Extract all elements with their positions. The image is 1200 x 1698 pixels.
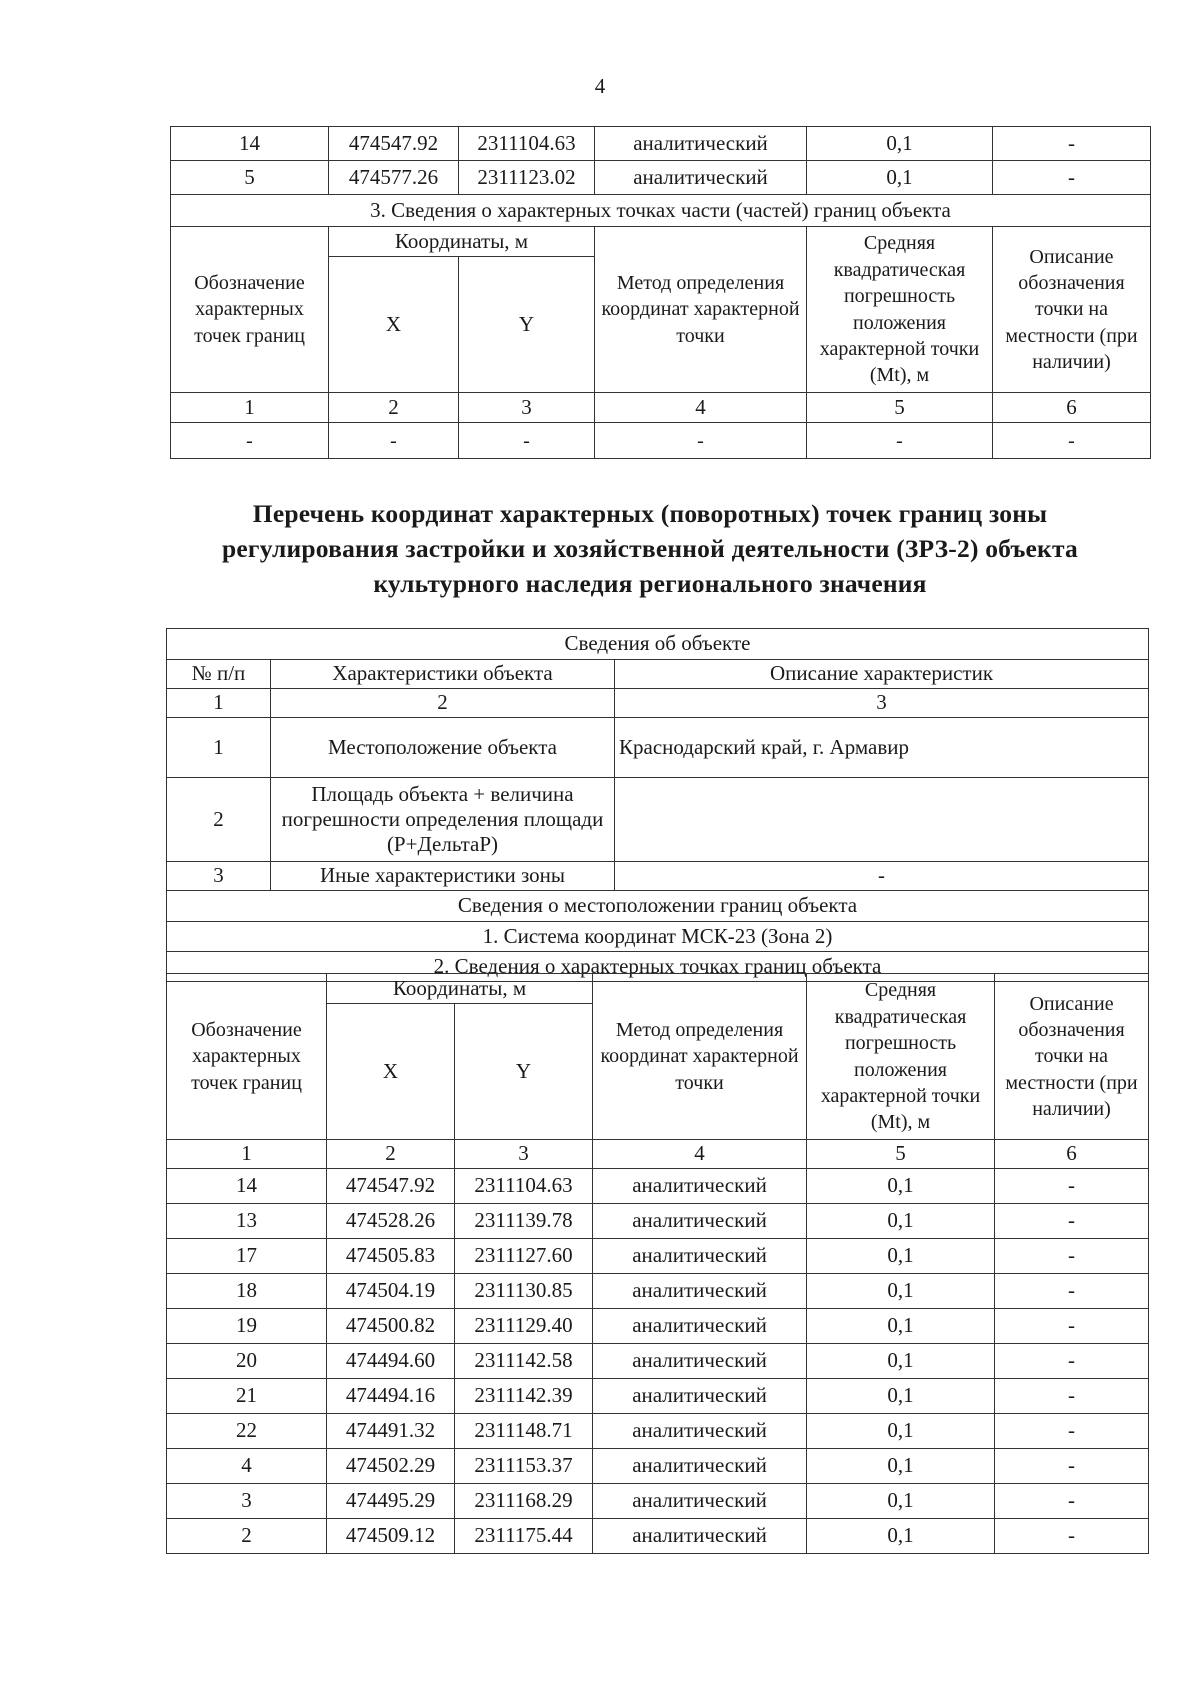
header-point: Обозначение характерных точек границ [171,227,329,393]
cell-mt: - [807,423,993,459]
cell-point: - [171,423,329,459]
header-x: X [329,257,459,393]
column-numbers-row [167,689,1149,718]
cell-desc: - [995,1484,1149,1519]
table-row [171,127,1151,161]
header-method: Метод определения координат характерной точки [593,974,807,1140]
header-num: № п/п [167,660,271,689]
table-row [167,1449,1149,1484]
cell-mt: 0,1 [807,1344,995,1379]
cell-point: 19 [167,1309,327,1344]
cell-method: аналитический [593,1344,807,1379]
cell-point: 18 [167,1274,327,1309]
cell-y: 2311129.40 [455,1309,593,1344]
cell-method: аналитический [593,1239,807,1274]
column-numbers-row [171,393,1151,423]
cell-method: аналитический [595,127,807,161]
cell-method: аналитический [593,1274,807,1309]
cell-method: аналитический [593,1169,807,1204]
cell-desc: - [995,1519,1149,1554]
object-info-table [166,628,1149,982]
cell-mt: 0,1 [807,1204,995,1239]
col-number: 2 [329,393,459,423]
cell-point: 3 [167,1484,327,1519]
header-coords: Координаты, м [329,227,595,257]
cell-desc: - [615,862,1149,891]
table-row [171,161,1151,195]
header-desc: Описание обозначения точки на местности (при наличии) [995,974,1149,1140]
cell-method: аналитический [593,1379,807,1414]
table-row [167,1169,1149,1204]
cell-point: 14 [167,1169,327,1204]
header-coords: Координаты, м [327,974,593,1004]
header-y: Y [459,257,595,393]
cell-y: 2311123.02 [459,161,595,195]
cell-x: 474495.29 [327,1484,455,1519]
cell-x: 474504.19 [327,1274,455,1309]
cell-y: 2311168.29 [455,1484,593,1519]
cell-point: 2 [167,1519,327,1554]
cell-y: 2311104.63 [455,1169,593,1204]
cell-x: 474502.29 [327,1449,455,1484]
cell-point: 17 [167,1239,327,1274]
section-title: 3. Сведения о характерных точках части (частей) границ объекта [171,195,1151,227]
cell-y: - [459,423,595,459]
cell-x: 474509.12 [327,1519,455,1554]
section-location: Сведения о местоположении границ объекта [167,891,1149,922]
coord-system: 1. Система координат МСК-23 (Зона 2) [167,922,1149,952]
header-point: Обозначение характерных точек границ [167,974,327,1140]
table-row [167,1309,1149,1344]
cell-char: Иные характеристики зоны [271,862,615,891]
table-row [167,1204,1149,1239]
cell-method: аналитический [593,1204,807,1239]
cell-y: 2311139.78 [455,1204,593,1239]
cell-x: 474577.26 [329,161,459,195]
header-y: Y [455,1004,593,1140]
col-number: 3 [615,689,1149,718]
col-number: 6 [993,393,1151,423]
table-row [167,1414,1149,1449]
document-title: Перечень координат характерных (поворотных) точек границ зоны регулирования застройки и хозяйственной деятельности (ЗРЗ-2) объекта культурного наследия регионального значения [222,499,1078,598]
cell-mt: 0,1 [807,161,993,195]
cell-desc: - [995,1204,1149,1239]
cell-point: 4 [167,1449,327,1484]
col-number: 5 [807,1140,995,1169]
col-number: 3 [455,1140,593,1169]
cell-mt: 0,1 [807,1519,995,1554]
header-method: Метод определения координат характерной точки [595,227,807,393]
cell-x: - [329,423,459,459]
cell-y: 2311127.60 [455,1239,593,1274]
cell-desc: - [995,1309,1149,1344]
header-mt: Средняя квадратическая погрешность положения характерной точки (Mt), м [807,227,993,393]
cell-x: 474505.83 [327,1239,455,1274]
column-numbers-row [167,1140,1149,1169]
cell-mt: 0,1 [807,1414,995,1449]
cell-mt: 0,1 [807,127,993,161]
cell-desc: - [995,1169,1149,1204]
cell-desc: - [995,1449,1149,1484]
cell-method: аналитический [593,1449,807,1484]
table-row [167,1274,1149,1309]
cell-mt: 0,1 [807,1449,995,1484]
col-number: 4 [595,393,807,423]
cell-y: 2311142.39 [455,1379,593,1414]
cell-y: 2311142.58 [455,1344,593,1379]
section-points: 2. Сведения о характерных точках границ объекта [167,952,1149,982]
cell-char: Площадь объекта + величина погрешности определения площади (Р+ДельтаР) [271,778,615,862]
cell-x: 474494.16 [327,1379,455,1414]
cell-method: аналитический [593,1519,807,1554]
header-desc: Описание характеристик [615,660,1149,689]
cell-desc: - [993,127,1151,161]
cell-point: 22 [167,1414,327,1449]
cell-y: 2311153.37 [455,1449,593,1484]
cell-mt: 0,1 [807,1239,995,1274]
col-number: 1 [167,689,271,718]
cell-desc: - [995,1379,1149,1414]
cell-x: 474547.92 [327,1169,455,1204]
cell-y: 2311104.63 [459,127,595,161]
cell-point: 20 [167,1344,327,1379]
cell-method: аналитический [593,1484,807,1519]
cell-desc: - [995,1274,1149,1309]
cell-desc: - [995,1239,1149,1274]
cell-x: 474547.92 [329,127,459,161]
table-row [167,862,1149,891]
cell-y: 2311148.71 [455,1414,593,1449]
table-row [167,1519,1149,1554]
cell-point: 13 [167,1204,327,1239]
col-number: 2 [327,1140,455,1169]
cell-x: 474494.60 [327,1344,455,1379]
cell-desc: - [995,1344,1149,1379]
cell-method: - [595,423,807,459]
col-number: 2 [271,689,615,718]
cell-mt: 0,1 [807,1309,995,1344]
cell-method: аналитический [593,1414,807,1449]
cell-num: 2 [167,778,271,862]
cell-point: 5 [171,161,329,195]
table-row [167,778,1149,862]
cell-mt: 0,1 [807,1379,995,1414]
cell-mt: 0,1 [807,1169,995,1204]
cell-desc: Краснодарский край, г. Армавир [615,718,1149,778]
col-number: 6 [995,1140,1149,1169]
cell-method: аналитический [593,1309,807,1344]
boundary-points-table [166,973,1149,1554]
cell-x: 474500.82 [327,1309,455,1344]
cell-num: 1 [167,718,271,778]
header-char: Характеристики объекта [271,660,615,689]
col-number: 4 [593,1140,807,1169]
table-row [167,1344,1149,1379]
table-row [167,1379,1149,1414]
col-number: 5 [807,393,993,423]
cell-desc: - [995,1414,1149,1449]
cell-desc: - [993,161,1151,195]
header-mt: Средняя квадратическая погрешность положения характерной точки (Mt), м [807,974,995,1140]
page-number: 4 [594,74,606,98]
col-number: 3 [459,393,595,423]
cell-desc: - [993,423,1151,459]
cell-char: Местоположение объекта [271,718,615,778]
parts-boundary-points-table [170,126,1151,459]
cell-x: 474491.32 [327,1414,455,1449]
table-row [167,718,1149,778]
cell-desc [615,778,1149,862]
object-info-caption: Сведения об объекте [167,629,1149,660]
cell-x: 474528.26 [327,1204,455,1239]
cell-method: аналитический [595,161,807,195]
table-row [167,1484,1149,1519]
col-number: 1 [171,393,329,423]
cell-mt: 0,1 [807,1274,995,1309]
cell-y: 2311130.85 [455,1274,593,1309]
cell-y: 2311175.44 [455,1519,593,1554]
header-desc: Описание обозначения точки на местности (при наличии) [993,227,1151,393]
table-row [167,1239,1149,1274]
col-number: 1 [167,1140,327,1169]
cell-mt: 0,1 [807,1484,995,1519]
cell-num: 3 [167,862,271,891]
header-x: X [327,1004,455,1140]
table-row [171,423,1151,459]
cell-point: 21 [167,1379,327,1414]
cell-point: 14 [171,127,329,161]
